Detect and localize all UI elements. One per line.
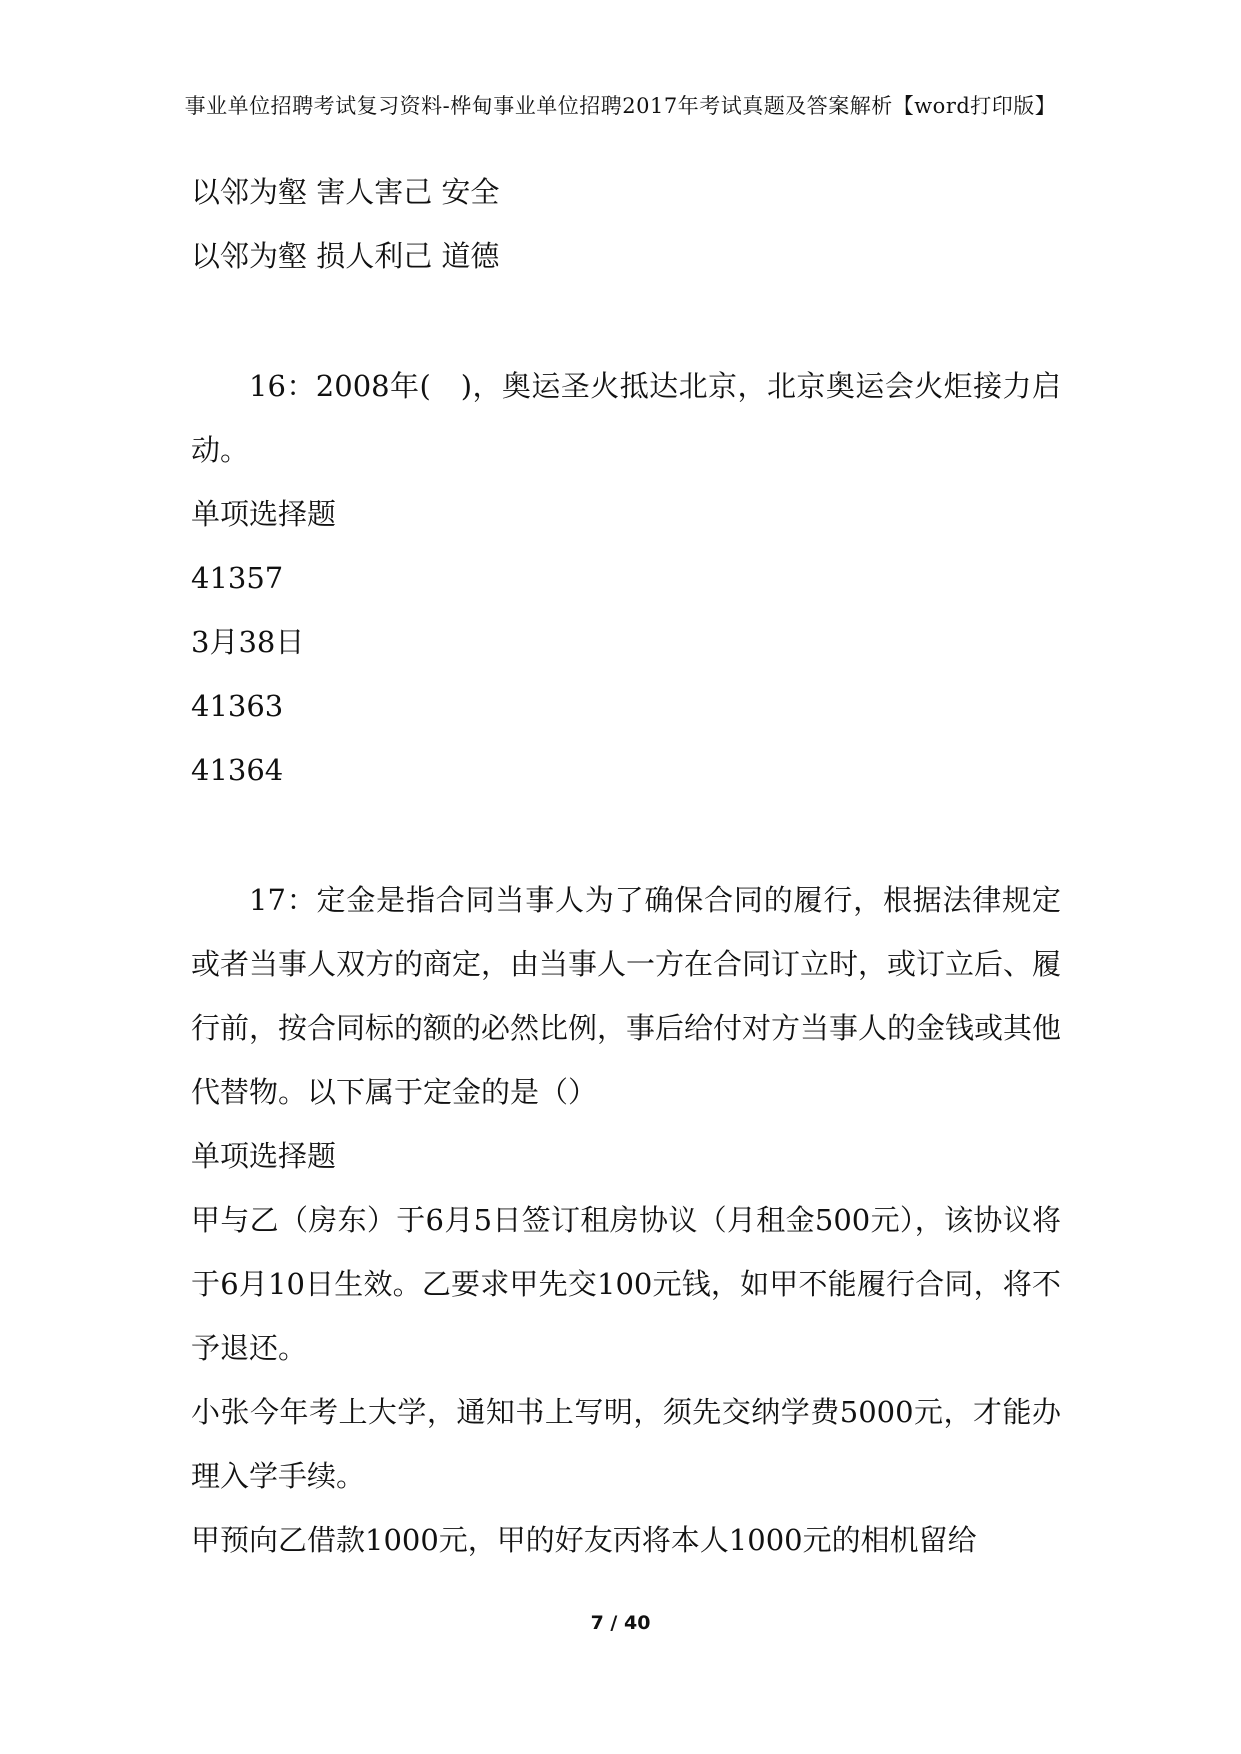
question-17-stem: 17：定金是指合同当事人为了确保合同的履行，根据法律规定或者当事人双方的商定，由当事人一方在合同订立时，或订立后、履行前，按合同标的额的必然比例，事后给付对方当事人的金钱或其他代替物。以下属于定金的是（） <box>191 883 1062 1109</box>
question-16-option: 41357 <box>191 561 284 595</box>
spacer <box>191 802 1061 868</box>
question-17-option: 甲与乙（房东）于6月5日签订租房协议（月租金500元），该协议将于6月10日生效。乙要求甲先交100元钱，如甲不能履行合同，将不予退还。 <box>191 1203 1061 1365</box>
question-17-option: 小张今年考上大学，通知书上写明，须先交纳学费5000元，才能办理入学手续。 <box>191 1395 1061 1493</box>
question-16-option: 41363 <box>191 689 284 723</box>
question-17-type: 单项选择题 <box>191 1139 337 1173</box>
question-16-option: 3月38日 <box>191 625 305 659</box>
prev-question-option: 以邻为壑 损人利己 道德 <box>191 239 500 273</box>
page-header: 事业单位招聘考试复习资料-桦甸事业单位招聘2017年考试真题及答案解析【word打印版】 <box>184 94 1057 118</box>
question-16-type: 单项选择题 <box>191 497 337 531</box>
spacer <box>191 288 1061 354</box>
page-number: 7 / 40 <box>590 1612 651 1634</box>
question-16-stem: 16：2008年( )，奥运圣火抵达北京，北京奥运会火炬接力启动。 <box>191 369 1061 467</box>
document-body <box>191 160 1061 1572</box>
question-17-option: 甲预向乙借款1000元，甲的好友丙将本人1000元的相机留给 <box>191 1523 977 1557</box>
prev-question-option: 以邻为壑 害人害己 安全 <box>191 175 500 209</box>
question-16-option: 41364 <box>191 753 284 787</box>
